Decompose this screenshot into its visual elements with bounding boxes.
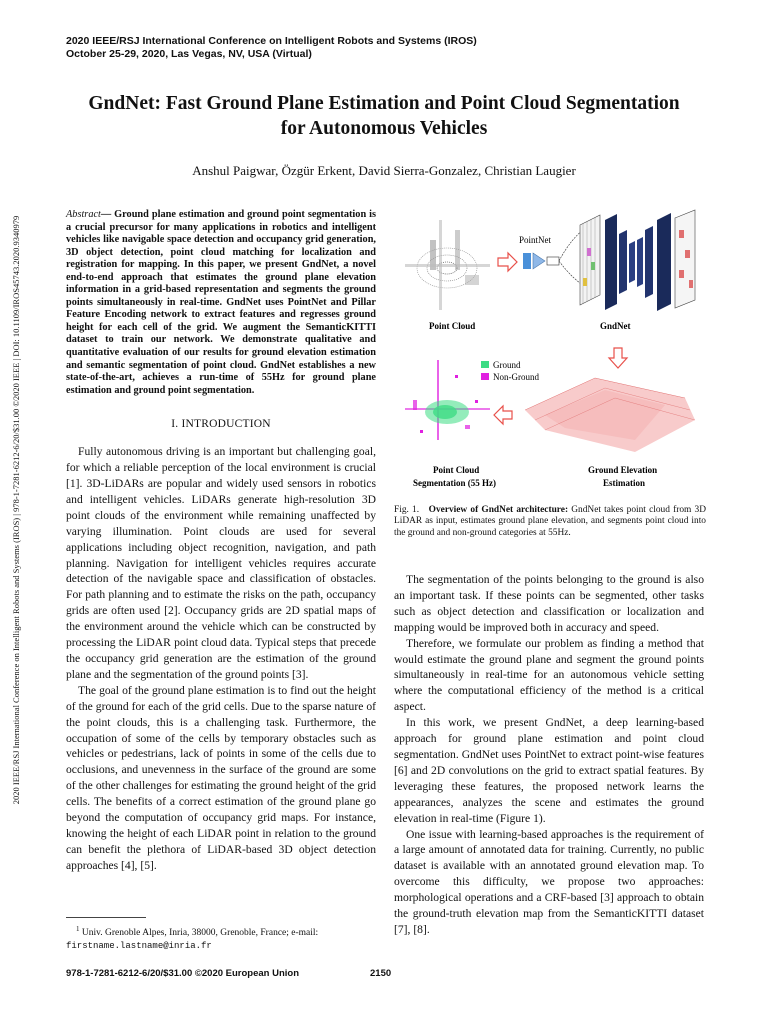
label-elev-line-2: Estimation bbox=[603, 478, 646, 488]
abstract-label: Abstract bbox=[66, 209, 101, 220]
title-line-1: GndNet: Fast Ground Plane Estimation and Point Cloud Segmentation bbox=[88, 93, 680, 114]
label-elev-line-1: Ground Elevation bbox=[588, 465, 658, 475]
doi-sidebar-text: 2020 IEEE/RSJ International Conference on Intelligent Robots and Systems (IROS) | 978-1-7281-6212-6/20/$31.00 ©2020 IEEE | DOI: 10.1109/IROS45743.2020.9340979 bbox=[11, 215, 21, 805]
figure-diagram bbox=[395, 200, 705, 500]
feature-grid bbox=[580, 215, 600, 305]
footnote-rule bbox=[66, 917, 146, 918]
section-heading bbox=[66, 418, 376, 430]
pointnet-feature bbox=[547, 257, 559, 265]
right-paragraph-1: The segmentation of the points belonging to the ground is also an important task. If these points can be segmented, other tasks such as object detection and classification or localization and mapping would be improved both in accuracy and speed. bbox=[394, 573, 704, 634]
label-gndnet: GndNet bbox=[600, 321, 631, 331]
left-column bbox=[66, 209, 376, 874]
abstract bbox=[66, 209, 376, 397]
caption-prefix: Fig. 1. bbox=[394, 505, 420, 515]
abstract-text: — Ground plane estimation and ground point segmentation is a crucial precursor for many applications in robotics and intelligent vehicles like navigable space detection and occupancy grid generation, 3D object detection, point cloud matching for localization and registration for mapping. In this paper, we present GndNet, a novel end-to-end approach that estimates the ground plane elevation information in a grid-based representation and segments the ground points simultaneously in real-time. GndNet uses PointNet and Pillar Feature Encoding network to extract features and regresses ground height for each cell of the grid. We augment the SemanticKITTI dataset to train our network. We demonstrate qualitative and quantitative evaluation of our results for ground elevation estimation and semantic segmentation of point cloud. GndNet establishes a new state-of-the-art, achieves a run-time of 55Hz for ground plane estimation and ground point segmentation. bbox=[66, 209, 376, 396]
intro-paragraph-2: The goal of the ground plane estimation is to find out the height of the ground for each of the grid cells. Due to the sparse nature of the point clouds, this is a challenging task. Furthermore, the occupation of some of the cells by temporary obstacles such as vehicles or pedestrians, lack of points in some of the cells due to occlusions, and unevenness in the surface of the ground are some of the other challenges for estimating the ground height of the grid cells. The benefits of a correct estimation of the ground plane go beyond the computation of occupancy grid maps. For instance, knowing the height of each LiDAR point in relation to the ground can benefit the plethora of LiDAR-based 3D object detection approaches [4], [5]. bbox=[66, 683, 376, 872]
conference-line-1: 2020 IEEE/RSJ International Conference on Intelligent Robots and Systems (IROS) bbox=[66, 35, 477, 47]
label-seg-line-1: Point Cloud bbox=[433, 465, 480, 475]
footnote bbox=[66, 923, 376, 953]
figure-caption bbox=[394, 505, 706, 539]
arrow-right-icon bbox=[498, 253, 517, 271]
paper-title bbox=[50, 91, 718, 141]
point-cloud-image bbox=[405, 215, 490, 315]
output-grid bbox=[675, 210, 695, 308]
right-paragraph-3: In this work, we present GndNet, a deep learning-based approach for ground plane estimation and point cloud segmentation. GndNet uses PointNet to extract point-wise features [6] and 2D convolutions on the grid to extract spatial features. By leveraging these features, the proposed network learns the appearances, analyzes the scene and estimates the ground elevation in real-time (Figure 1). bbox=[394, 716, 704, 825]
pointnet-block bbox=[523, 253, 531, 269]
conference-header bbox=[66, 35, 477, 61]
right-paragraph-2: Therefore, we formulate our problem as finding a method that would estimate the ground plane and segment the ground points simultaneously in real-time for an autonomous vehicle setting where the computational efficiency of the method is a critical aspect. bbox=[394, 636, 704, 714]
right-paragraph-4: One issue with learning-based approaches is the requirement of a large amount of annotated data for training. Currently, no public dataset is available with an annotated ground elevation map. To overcome this difficulty, we propose two approaches: morphological operations and a CRF-based [3] approach to obtain the ground-truth elevation map from the SemanticKITTI dataset [7], [8]. bbox=[394, 827, 704, 936]
footnote-email: firstname.lastname@inria.fr bbox=[66, 941, 212, 952]
intro-paragraph-1: Fully autonomous driving is an important but challenging goal, for which a reliable perception of the local environment is crucial [1]. 3D-LiDARs are popular and widely used sensors in robotics and intelligent vehicles. LiDARs generate high-resolution 3D point clouds of the environment while remaining unaffected by varying illumination. Point clouds are used for several applications including object recognition, navigation, and path planning. Navigation for intelligent vehicles requires accurate detection of the navigable space and classification of obstacles. For path planning and to estimate the risks on the path, occupancy grids are often used [2]. Occupancy grids are 2D spatial maps of the environment around the vehicle which can be constructed by processing the LiDAR point cloud data. Typical steps that precede the occupancy grid generation are the estimation of the ground plane and the segmentation of the ground points [3]. bbox=[66, 445, 376, 681]
label-point-cloud: Point Cloud bbox=[429, 321, 476, 331]
elevation-surface bbox=[525, 378, 695, 452]
footnote-text: Univ. Grenoble Alpes, Inria, 38000, Grenoble, France; e-mail: bbox=[81, 928, 319, 939]
page-number: 2150 bbox=[370, 968, 392, 979]
right-column bbox=[394, 572, 704, 938]
authors: Anshul Paigwar, Özgür Erkent, David Sierra-Gonzalez, Christian Laugier bbox=[192, 163, 576, 178]
caption-text: GndNet takes point cloud from 3D LiDAR as input, estimates ground plane elevation, and segments point cloud into the ground and non-ground categories at 55Hz. bbox=[394, 505, 706, 538]
arrow-left-icon bbox=[494, 406, 512, 424]
section-title: INTRODUCTION bbox=[181, 418, 271, 431]
arrow-down-icon bbox=[609, 348, 627, 368]
legend-ground-label: Ground bbox=[493, 360, 521, 370]
section-numeral: I. bbox=[171, 418, 179, 431]
footer-copyright: 978-1-7281-6212-6/20/$31.00 ©2020 European Union bbox=[66, 968, 300, 979]
label-seg-line-2: Segmentation (55 Hz) bbox=[413, 478, 496, 488]
legend-ground-swatch bbox=[481, 361, 489, 368]
doi-sidebar bbox=[9, 155, 23, 865]
legend-non-ground-label: Non-Ground bbox=[493, 372, 539, 382]
gndnet-cnn bbox=[605, 213, 671, 311]
caption-bold: Overview of GndNet architecture: bbox=[428, 505, 569, 515]
figure-1 bbox=[395, 200, 705, 500]
footnote-mark: 1 bbox=[76, 925, 80, 933]
conference-line-2: October 25-29, 2020, Las Vegas, NV, USA (Virtual) bbox=[66, 48, 312, 60]
title-line-2: for Autonomous Vehicles bbox=[280, 118, 488, 139]
legend-non-ground-swatch bbox=[481, 373, 489, 380]
pointnet-funnel bbox=[533, 253, 545, 269]
segmented-point-cloud bbox=[405, 360, 490, 440]
label-pointnet: PointNet bbox=[519, 235, 552, 245]
